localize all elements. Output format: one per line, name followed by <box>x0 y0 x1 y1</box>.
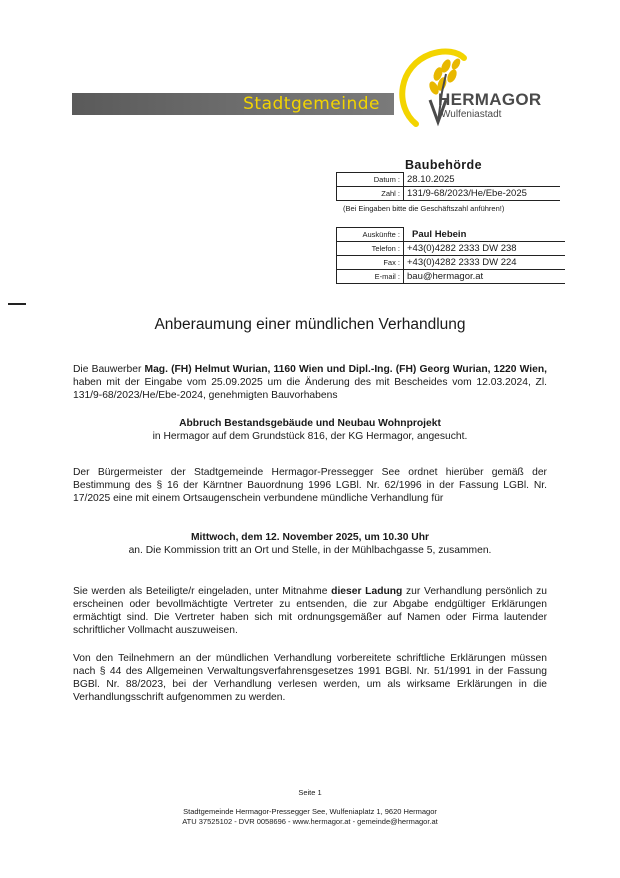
phone-value: +43(0)4282 2333 DW 238 <box>404 242 566 256</box>
date-label: Datum : <box>337 173 404 187</box>
applicant-names: Mag. (FH) Helmut Wurian, 1160 Wien und Dipl.-Ing. (FH) Georg Wurian, 1220 Wien, <box>144 364 547 375</box>
logo-name: HERMAGOR <box>438 90 542 109</box>
email-label: E-mail : <box>337 270 404 284</box>
logo-subtitle: Wulfeniastadt <box>441 109 502 120</box>
phone-row <box>337 242 566 256</box>
p1-text-c: haben mit der Eingabe vom 25.09.2025 um die Änderung des mit Bescheides vom 12.03.2024, Zl. 131/9-68/2023/He/Ebe-2024, genehmigten Bauvorhabens <box>73 377 547 401</box>
fax-label: Fax : <box>337 256 404 270</box>
p3-text-c: zur Verhandlung persönlich zu erscheinen oder bevollmächtigte Vertreter zu entsenden, die zur Abgabe endgültiger Erklärungen ermächtigt sind. Die Vertreter haben sich mit ordnungsgemäßer auf Namen oder Firma lautender schriftlicher Vollmacht auszuweisen. <box>73 586 548 636</box>
contact-table <box>336 227 565 284</box>
email-row <box>337 270 566 284</box>
meeting-place: an. Die Kommission tritt an Ort und Stelle, in der Mühlbachgasse 5, zusammen. <box>128 545 492 556</box>
date-value: 28.10.2025 <box>404 173 561 187</box>
paragraph-declarations: Von den Teilnehmern an der mündlichen Verhandlung vorbereitete schriftliche Erklärungen müssen nach § 44 des Allgemeinen Verwaltungsverfahrensgesetzes 1991 BGBl. Nr. 51/1991 in der Fassung BGBl. Nr. 88/2023, bei der Verhandlung verlesen werden, um als wirksame Erklärungen in die Verhandlungsschrift aufgenommen zu werden. <box>73 653 547 703</box>
email-value[interactable]: bau@hermagor.at <box>404 270 566 284</box>
project-title: Abbruch Bestandsgebäude und Neubau Wohnprojekt <box>179 418 441 429</box>
header-band <box>72 93 394 115</box>
phone-label: Telefon : <box>337 242 404 256</box>
band-label: Stadtgemeinde <box>243 94 380 114</box>
project-location: in Hermagor auf dem Grundstück 816, der KG Hermagor, angesucht. <box>152 431 468 442</box>
meeting-date: Mittwoch, dem 12. November 2025, um 10.30 Uhr <box>190 532 430 543</box>
fold-mark <box>8 303 26 305</box>
reference-table <box>336 172 560 201</box>
reference-note: (Bei Eingaben bitte die Geschäftszahl anführen!) <box>343 204 505 213</box>
document-title: Anberaumung einer mündlichen Verhandlung <box>154 316 466 333</box>
p3-emphasis: dieser Ladung <box>331 586 403 597</box>
project-block <box>73 417 547 443</box>
paragraph-order: Der Bürgermeister der Stadtgemeinde Hermagor-Pressegger See ordnet hierüber gemäß der Bestimmung des § 16 der Kärntner Bauordnung 1996 LGBl. Nr. 62/1996 in der Fassung LGBl. Nr. 17/2025 eine mit einem Ortsaugenschein verbundene mündliche Verhandlung für <box>73 467 547 504</box>
contact-label: Auskünfte : <box>337 228 404 242</box>
contact-value: Paul Hebein <box>404 228 566 242</box>
p1-text-a: Die Bauwerber <box>73 364 145 375</box>
number-label: Zahl : <box>337 187 404 201</box>
footer-address: Stadtgemeinde Hermagor-Pressegger See, Wulfeniaplatz 1, 9620 Hermagor <box>183 807 437 816</box>
date-row <box>337 173 561 187</box>
fax-row <box>337 256 566 270</box>
paragraph-invitation <box>73 585 547 637</box>
contact-row <box>337 228 566 242</box>
p3-text-a: Sie werden als Beteiligte/r eingeladen, unter Mitnahme <box>73 586 332 597</box>
fax-value: +43(0)4282 2333 DW 224 <box>404 256 566 270</box>
footer-contact: ATU 37525102 - DVR 0058696 - www.hermagor.at - gemeinde@hermagor.at <box>182 817 438 826</box>
meeting-block <box>73 531 547 557</box>
number-value: 131/9-68/2023/He/Ebe-2025 <box>404 187 561 201</box>
number-row <box>337 187 561 201</box>
paragraph-applicants <box>73 363 547 402</box>
department-title: Baubehörde <box>405 158 482 172</box>
page-number: Seite 1 <box>298 788 322 797</box>
